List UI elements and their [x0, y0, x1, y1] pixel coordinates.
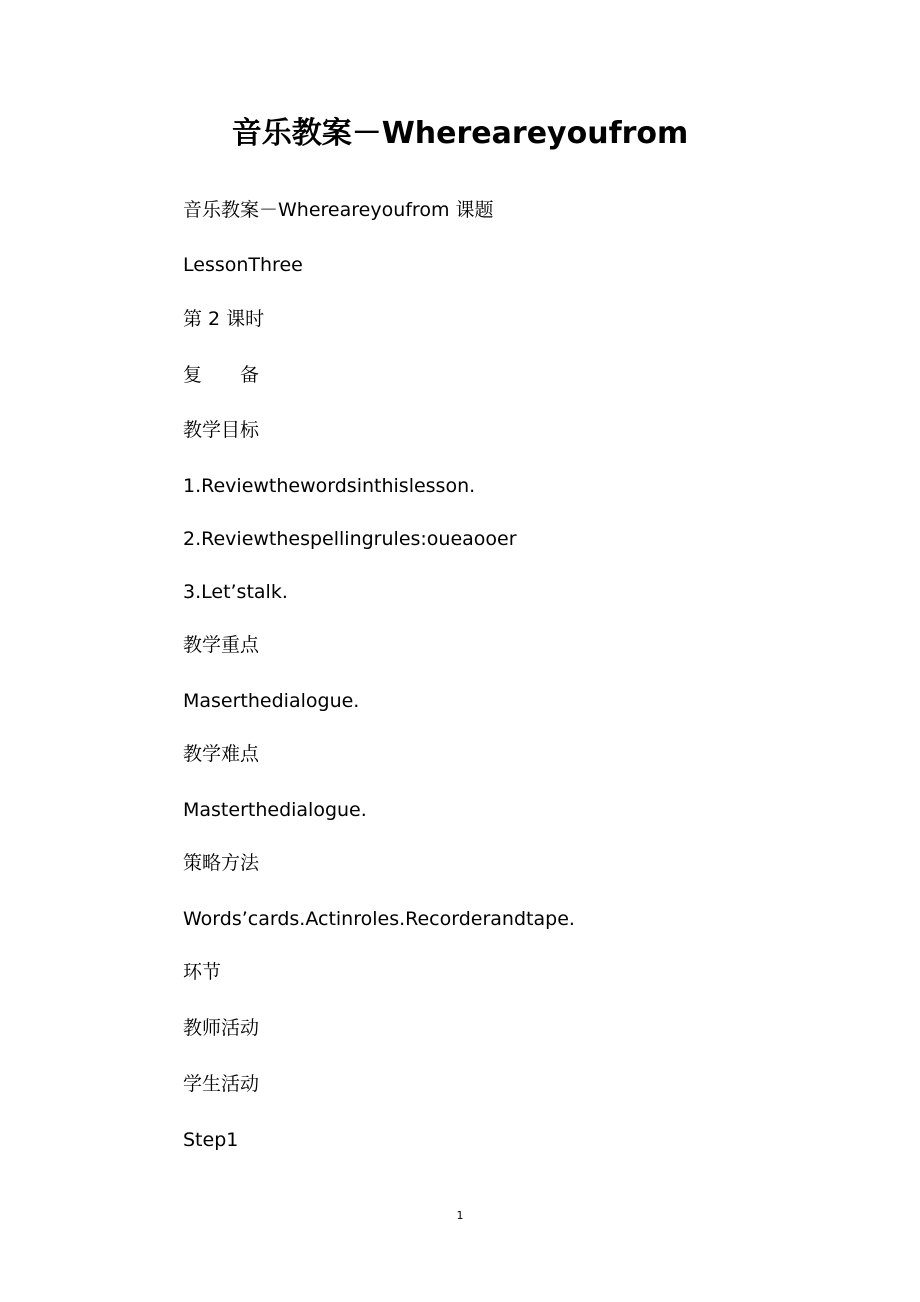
document-title: 音乐教案－Whereareyoufrom: [231, 116, 689, 151]
paragraph-review-prep: 复 备: [183, 364, 260, 386]
heading-student-activity: 学生活动: [183, 1073, 260, 1095]
strategy-methods-text: Words’cards.Actinroles.Recorderandtape.: [183, 908, 575, 930]
paragraph-class-period: 第 2 课时: [183, 308, 265, 330]
paragraph-lesson-header: 音乐教案－Whereareyoufrom 课题: [183, 199, 494, 221]
heading-teacher-activity: 教师活动: [183, 1017, 260, 1039]
goal-item-1: 1.Reviewthewordsinthislesson.: [183, 475, 476, 497]
heading-strategy-methods: 策略方法: [183, 852, 260, 874]
goal-item-2: 2.Reviewthespellingrules:oueaooer: [183, 528, 517, 550]
goal-item-3: 3.Let’stalk.: [183, 581, 288, 603]
paragraph-lesson-name: LessonThree: [183, 254, 303, 276]
heading-difficult-points: 教学难点: [183, 743, 260, 765]
difficult-points-text: Masterthedialogue.: [183, 799, 367, 821]
page-number: 1: [456, 1209, 464, 1222]
key-points-text: Maserthedialogue.: [183, 690, 360, 712]
step-label: Step1: [183, 1129, 239, 1151]
heading-stage: 环节: [183, 961, 222, 983]
heading-teaching-goals: 教学目标: [183, 419, 260, 441]
heading-key-points: 教学重点: [183, 634, 260, 656]
